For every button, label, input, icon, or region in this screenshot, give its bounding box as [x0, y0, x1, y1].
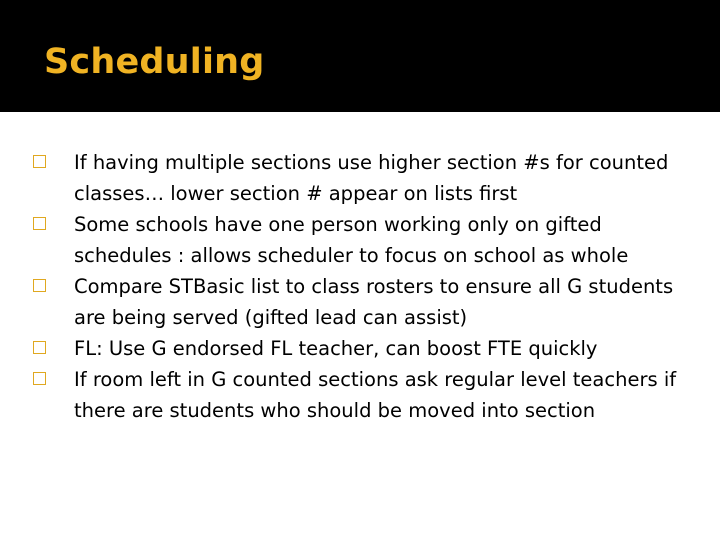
- bullet-item: [30, 209, 690, 271]
- bullet-list: [30, 147, 690, 426]
- square-bullet-icon: [33, 341, 46, 354]
- bullet-text: Some schools have one person working only on gifted schedules : allows scheduler to focus on school as whole: [74, 213, 629, 267]
- square-bullet-icon: [33, 217, 46, 230]
- bullet-item: [30, 364, 690, 426]
- bullet-item: [30, 333, 690, 364]
- bullet-text: Compare STBasic list to class rosters to ensure all G students are being served (gifted lead can assist): [74, 275, 674, 329]
- square-bullet-icon: [33, 155, 46, 168]
- bullet-text: FL: Use G endorsed FL teacher, can boost FTE quickly: [74, 337, 598, 360]
- square-bullet-icon: [33, 279, 46, 292]
- square-bullet-icon: [33, 372, 46, 385]
- bullet-text: If having multiple sections use higher section #s for counted classes… lower section # appear on lists first: [74, 151, 669, 205]
- slide-title: Scheduling: [44, 42, 265, 82]
- bullet-text: If room left in G counted sections ask regular level teachers if there are students who should be moved into section: [74, 368, 677, 422]
- title-bar: [0, 0, 720, 112]
- bullet-item: [30, 147, 690, 209]
- bullet-item: [30, 271, 690, 333]
